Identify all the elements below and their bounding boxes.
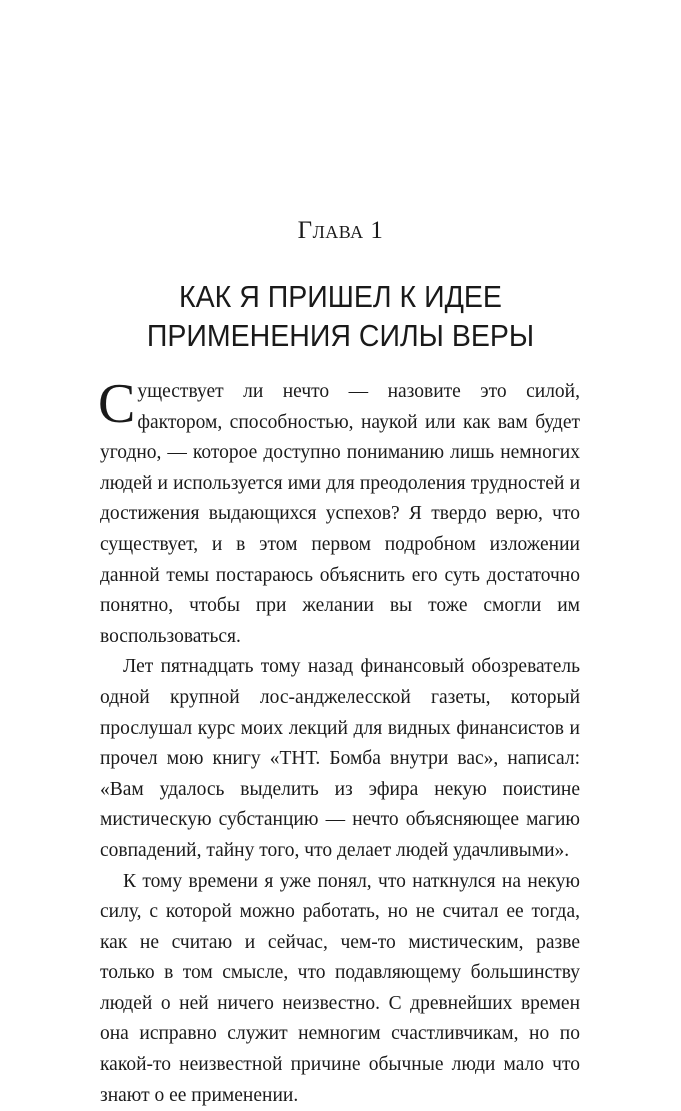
- paragraph-2: Лет пятнадцать тому назад финансовый обозреватель одной крупной лос-анджелесской газеты, который прослушал курс моих лекций для видных финансистов и прочел мою книгу «ТНТ. Бомба внутри вас», написал: «Вам удалось выделить из эфира некую поистине мистическую субстанцию — нечто объясняющее магию совпадений, тайну того, что делает людей удачливыми».: [100, 652, 580, 866]
- paragraph-3: К тому времени я уже понял, что наткнулся на некую силу, с которой можно работать, но не считал ее тогда, как не считаю и сейчас, чем-то мистическим, разве только в том смысле, что подавляющему большинству людей о ней ничего неизвестно. С древнейших времен она исправно служит немногим счастливчикам, но по какой-то неизвестной причине обычные люди мало что знают о ее применении.: [100, 867, 580, 1111]
- paragraph-1: [100, 377, 580, 652]
- drop-cap: С: [98, 380, 135, 428]
- chapter-number-label: Глава 1: [298, 217, 384, 244]
- chapter-title: [27, 277, 654, 355]
- chapter-number: [0, 216, 681, 246]
- chapter-title-line-2: ПРИМЕНЕНИЯ СИЛЫ ВЕРЫ: [27, 316, 654, 355]
- chapter-title-line-1: КАК Я ПРИШЕЛ К ИДЕЕ: [27, 277, 654, 316]
- paragraph-1-text: уществует ли нечто — назовите это силой, фактором, способностью, наукой или как вам будет угодно, — которое доступно пониманию лишь немногих людей и используется ими для преодоления трудностей и достижения выдающихся успехов? Я твердо верю, что существует, и в этом первом подробном изложении данной темы постараюсь объяснить его суть достаточно понятно, чтобы при желании вы тоже смогли им воспользоваться.: [100, 381, 580, 647]
